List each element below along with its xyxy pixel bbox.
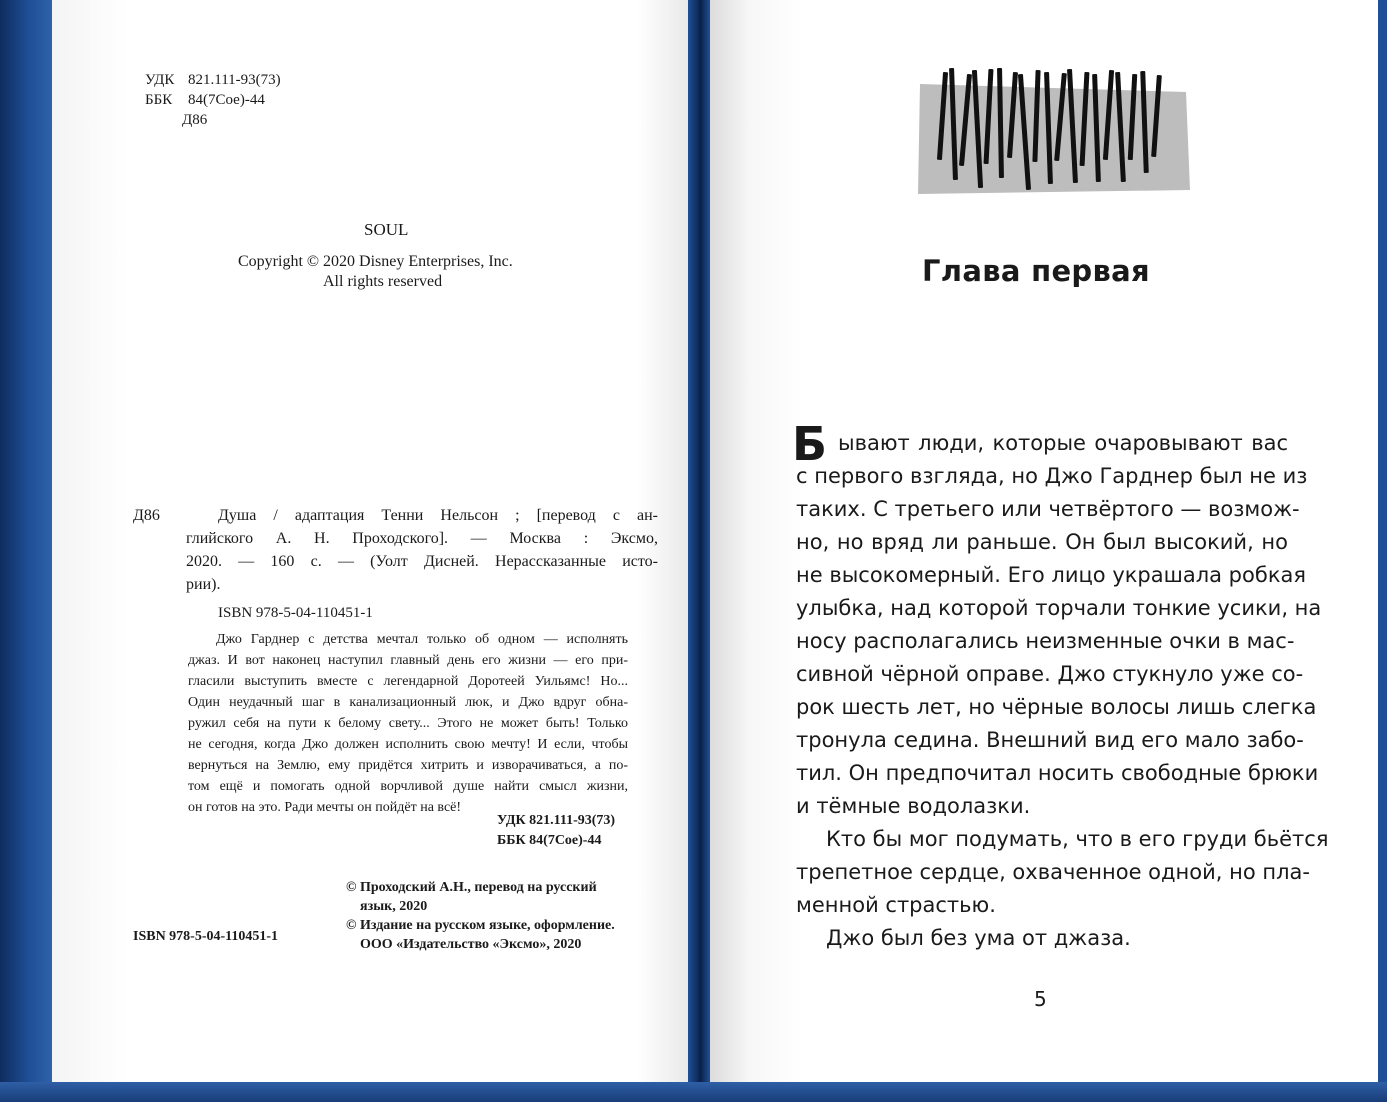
body-line: рок шесть лет, но чёрные волосы лишь слегка: [796, 695, 1317, 719]
page-number: 5: [1034, 987, 1047, 1011]
udk-label: УДК: [145, 72, 175, 88]
catalog-line: глийского А. Н. Проходского]. — Москва : Эксмо,: [186, 530, 658, 547]
body-line: менной страстью.: [796, 893, 996, 917]
book-cover-right-edge: [1378, 0, 1387, 1102]
body-line: таких. С третьего или четвёртого — возмож-: [796, 497, 1300, 521]
catalog-line: 2020. — 160 с. — (Уолт Дисней. Нерассказанные исто-: [186, 553, 658, 570]
body-line: с первого взгляда, но Джо Гарднер был не из: [796, 464, 1308, 488]
body-line: сивной чёрной оправе. Джо стукнуло уже со-: [796, 662, 1304, 686]
catalog-isbn: ISBN 978-5-04-110451-1: [218, 605, 373, 621]
catalog-line: рии).: [186, 576, 221, 593]
book-cover-edge: [0, 0, 52, 1102]
piano-keys-icon: [918, 78, 1190, 196]
original-title: SOUL: [364, 220, 409, 239]
rights-line: All rights reserved: [323, 273, 443, 290]
annotation-line: Джо Гарднер с детства мечтал только об одном — исполнять: [216, 632, 628, 647]
copyright-line: Copyright © 2020 Disney Enterprises, Inc.: [238, 253, 513, 270]
isbn-bottom: ISBN 978-5-04-110451-1: [133, 929, 279, 944]
udk-value: 821.111-93(73): [188, 72, 281, 88]
annotation-line: вернуться на Землю, ему придётся хитрить и изворачиваться, а по-: [188, 758, 628, 773]
credit-line: язык, 2020: [360, 899, 428, 914]
body-line: Джо был без ума от джаза.: [826, 926, 1131, 950]
bottom-bbk: ББК 84(7Сое)-44: [497, 833, 602, 848]
credit-line: © Проходский А.Н., перевод на русский: [346, 880, 597, 895]
bbk-label: ББК: [145, 92, 173, 108]
body-line: ывают люди, которые очаровывают вас: [838, 431, 1288, 455]
body-line: Кто бы мог подумать, что в его груди бьётся: [826, 827, 1329, 851]
annotation-line: он готов на это. Ради мечты он пойдёт на всё!: [188, 800, 462, 815]
bbk-value: 84(7Сое)-44: [188, 92, 265, 108]
credit-line: ООО «Издательство «Эксмо», 2020: [360, 937, 582, 952]
annotation-line: том ещё и помогать одной ворчливой душе найти смысл жизни,: [188, 779, 628, 794]
body-line: и тёмные водолазки.: [796, 794, 1031, 818]
body-line: тил. Он предпочитал носить свободные брюки: [796, 761, 1319, 785]
credit-line: © Издание на русском языке, оформление.: [346, 918, 615, 933]
book-cover-bottom-edge: [0, 1082, 1387, 1102]
drop-cap: Б: [792, 417, 828, 471]
body-line: носу располагались неизменные очки в мас-: [796, 629, 1295, 653]
book-spine: [688, 0, 710, 1102]
body-line: не высокомерный. Его лицо украшала робкая: [796, 563, 1306, 587]
author-sign: Д86: [182, 112, 208, 128]
annotation-line: гласили выступить вместе с легендарной Доротеей Уильямс! Но...: [188, 674, 628, 689]
catalog-code: Д86: [133, 507, 160, 524]
annotation-line: ружил себя на пути к белому свету... Этого не может быть! Только: [188, 716, 628, 731]
chapter-title: Глава первая: [922, 254, 1150, 288]
annotation-line: джаз. И вот наконец наступил главный день его жизни — его при-: [188, 653, 628, 668]
bottom-udk: УДК 821.111-93(73): [497, 813, 616, 828]
annotation-line: не сегодня, когда Джо должен исполнить свою мечту! И если, чтобы: [188, 737, 628, 752]
body-line: трепетное сердце, охваченное одной, но пла-: [796, 860, 1310, 884]
body-line: но, но вряд ли раньше. Он был высокий, но: [796, 530, 1288, 554]
body-line: улыбка, над которой торчали тонкие усики, на: [796, 596, 1322, 620]
body-line: тронула седина. Внешний вид его мало забо-: [796, 728, 1304, 752]
catalog-line: Душа / адаптация Тенни Нельсон ; [перевод с ан-: [218, 507, 658, 524]
annotation-line: Один неудачный шаг в канализационный люк, и Джо вдруг обна-: [188, 695, 628, 710]
